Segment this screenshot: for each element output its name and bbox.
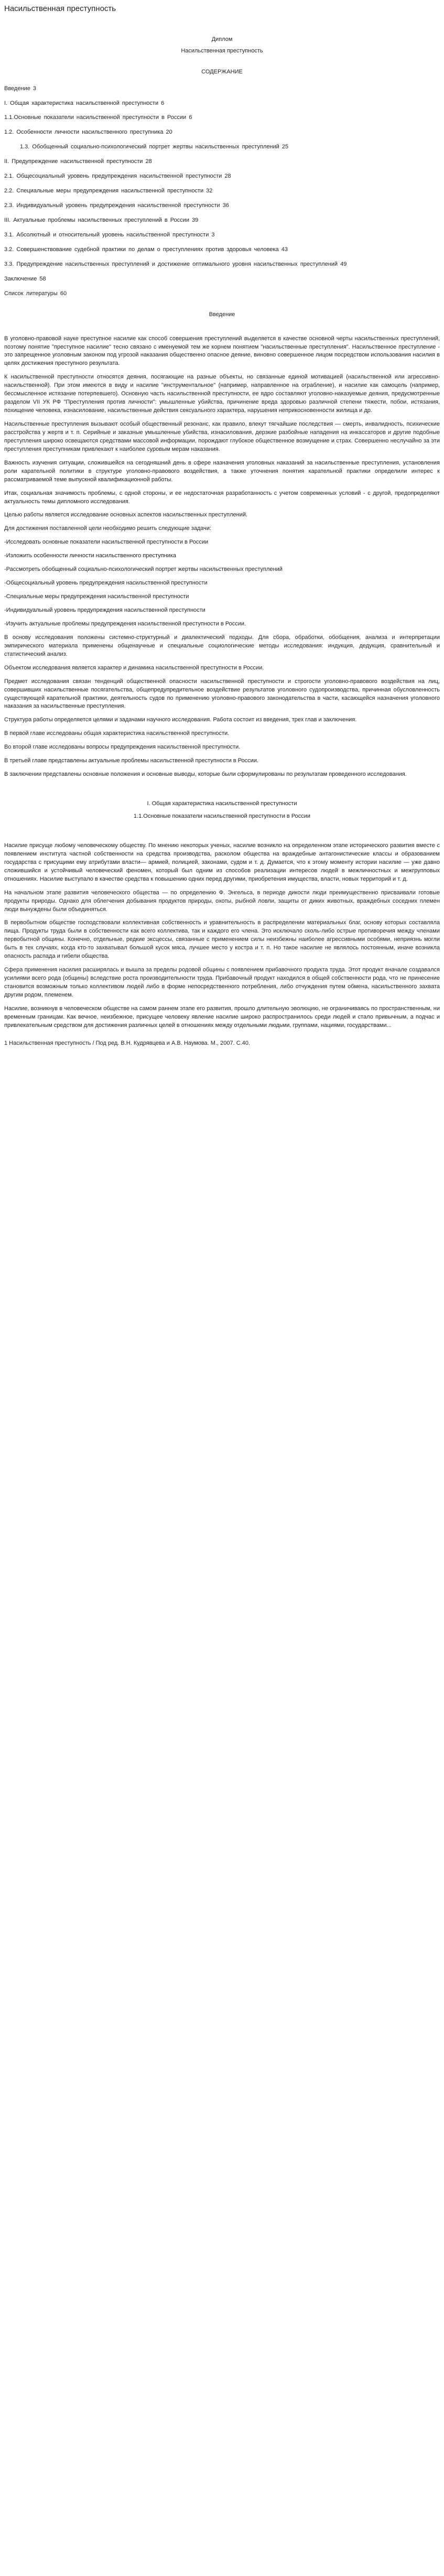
cover-topic: Насильственная преступность: [181, 47, 263, 54]
table-of-contents: [4, 85, 440, 298]
paragraph: Насильственные преступления вызывают особый общественный резонанс, как правило, влекут тягчайшие последствия — смерть, инвалидность, психические расстройства у жертв и т. п. Серийные и заказные умышленные убийства, изнасилования, дерзкие разбойные нападения на инкассаторов и другие подобные преступления широко освещаются средствами массовой информации, порождают глубокое общественное возмущение и страх. Совершенно неслучайно за эти преступления преступникам привлекают к наиболее суровым мерам наказания.: [4, 421, 440, 452]
paragraph: К насильственной преступности относятся деяния, посягающие на разные объекты, но связанные единой мотивацией (насильственной или агрессивно-насильственной). При этом имеются в виду и насилие "инструментальное" (например, направленное на ограбление), и насилие как самоцель (например, бессмысленное истязание потерпевшего). Основную часть насильственной преступности, ее ядро составляют уголовно-наказуемые деяния, предусмотренные разделом VII УК РФ "Преступления против личности": умышленные убийства, причинение вреда здоровью различной степени тяжести, побои, истязания, похищение человека, изнасилование, насильственные действия сексуального характера, нарушения неприкосновенности жилища и др.: [4, 374, 440, 414]
toc-entry: 2.1. Общесоциальный уровень предупреждения насильственной преступности 28: [4, 173, 231, 180]
toc-entry: 2.2. Специальные меры предупреждения насильственной преступности 32: [4, 188, 213, 194]
paragraph: Итак, социальная значимость проблемы, с одной стороны, и ее недостаточная разработанность с учетом современных условий - с другой, предопределяют актуальность темы дипломного исследования.: [4, 490, 440, 505]
toc-entry: Введение 3: [4, 85, 36, 92]
document-page: [0, 36, 444, 1048]
toc-entry: 3.2. Совершенствование судебной практики по делам о преступлениях против здоровья человека 43: [4, 246, 288, 253]
paragraph: Важность изучения ситуации, сложившейся на сегодняшний день в сфере назначения уголовных наказаний за насильственные преступления, установления роли карательной политики в структуре уголовно-правового воздействия, а также уточнения понятия карательной практики определили интерес к рассматриваемой теме выпускной квалификационной работы.: [4, 459, 440, 483]
task-item: -Изучить актуальные проблемы предупреждения насильственной преступности в России.: [4, 620, 246, 627]
paragraph: Для достижения поставленной цели необходимо решить следующие задачи:: [4, 525, 212, 532]
paragraph: В первой главе исследованы общая характеристика насильственной преступности.: [4, 730, 230, 737]
toc-entry: Заключение 58: [4, 275, 46, 282]
paragraph: На начальном этапе развития человеческого общества — по определению Ф. Энгельса, в периоде дикости люди преимущественно присваивали готовые продукты природы. Однако для облегчения добывания продуктов природы, охоты, рыбной ловли, защиты от диких животных, враждебных соседних племен люди вынуждены были объединяться.: [4, 889, 440, 913]
toc-entry: I. Общая характеристика насильственной преступности 6: [4, 100, 165, 106]
paragraph: Насилие присуще любому человеческому обществу. По мнению некоторых ученых, насилие возникло на определенном этапе исторического развития вместе с появлением института частной собственности на средства производства, расколом общества на враждебные антагонистические классы и образованием государства с присущими ему атрибутами власти— армией, полицией, законами, судом и т. д. Думается, что к этому моменту истории насилие — уже давно сложившийся и устойчивый человеческий феномен, который был одним из способов реализации интересов людей в межличностных и межгрупповых отношениях. Насилие выступало в качестве средства к повышению одних перед другими, приобретения имущества, власти, новых территорий и т. д.: [4, 842, 440, 882]
task-item: -Индивидуальный уровень предупреждения насильственной преступности: [4, 607, 205, 613]
paragraph: Целью работы является исследование основных аспектов насильственных преступлений.: [4, 512, 248, 518]
task-item: -Рассмотреть обобщенный социально-психологический портрет жертвы насильственных преступлений: [4, 566, 283, 573]
toc-heading: СОДЕРЖАНИЕ: [201, 68, 243, 75]
paragraph: Сфера применения насилия расширялась и вышла за пределы родовой общины с появлением прибавочного продукта труда. Этот продукт вначале создавался усилиями всего рода (общины) вследствие роста производительности труда. Прибавочный продукт находился в общей собственности рода, что не принесение становится возможным только коллективом людей либо в форме непосредственного потребления, либо отчуждения путем обмена, насильственного захвата другим родом, племенем.: [4, 967, 440, 998]
task-item: -Исследовать основные показатели насильственной преступности в России: [4, 539, 209, 546]
task-item: -Общесоциальный уровень предупреждения насильственной преступности: [4, 580, 208, 587]
toc-entry: 1.3. Обобщенный социально-психологический портрет жертвы насильственных преступлений 25: [20, 144, 289, 150]
toc-entry: 1.2. Особенности личности насильственного преступника 20: [4, 129, 172, 136]
paragraph: В первобытном обществе господствовали коллективная собственность и уравнительность в распределении материальных благ, основу которых составляла пища. Продукты труда были в собственности как всего коллектива, так и каждого его члена. Это исключало сколь-либо острые противоречия между членами первобытной общины. Конечно, отдельные, редкие эксцессы, связанные с применением силы неизбежны наиболее агрессивными особями, неприязнь могли быть в тех случаях, когда кто-то захватывал большой кусок мяса, лучшее место у костра и т. п. Но такое насилие не являлось постоянным, иначе возникла опасность распада и гибели общества.: [4, 919, 440, 960]
intro-heading: Введение: [209, 311, 235, 318]
toc-entry: 3.3. Предупреждение насильственных преступлений и достижение оптимального уровня насильственных преступлений 49: [4, 261, 347, 267]
toc-entry: 2.3. Индивидуальный уровень предупреждения насильственной преступности 36: [4, 202, 229, 209]
footnote: 1 Насильственная преступность / Под ред. В.Н. Кудрявцева и А.В. Наумова. М., 2007. С.40.: [4, 1040, 250, 1046]
paragraph: В уголовно-правовой науке преступное насилие как способ совершения преступлений выделяется в качестве основной черты насильственных преступлений, поэтому понятие "преступное насилие" тесно связано с именуемой тем же корнем понятием "насильственные преступления". Насильственное преступление - это запрещенное уголовным законом под угрозой наказания общественно опасное деяние, виновно совершенное лицом посредством использования насилия в целях достижения преступного результата.: [4, 335, 440, 367]
paragraph: Объектом исследования является характер и динамика насильственной преступности в России.: [4, 664, 264, 671]
task-item: -Специальные меры предупреждения насильственной преступности: [4, 593, 189, 600]
toc-entry: Список литературы 60: [4, 290, 67, 297]
task-item: -Изложить особенности личности насильственного преступника: [4, 553, 177, 559]
toc-entry: 3.1. Абсолютный и относительный уровень насильственной преступности 3: [4, 231, 215, 238]
toc-entry: 1.1.Основные показатели насильственной преступности в России 6: [4, 114, 192, 121]
paragraph: Структура работы определяется целями и задачами научного исследования. Работа состоит из введения, трех глав и заключения.: [4, 717, 357, 723]
paragraph: Во второй главе исследованы вопросы предупреждения насильственной преступности.: [4, 744, 241, 751]
paragraph: Насилие, возникнув в человеческом обществе на самом раннем этапе его развития, прошло длительную эволюцию, не ограничиваясь по пространственным, ни временным границам. Как вечное, неизбежное, присущее человеку явление насилие широко распространилось среди людей и стало привычным, а подчас и привлекательным средством для достижения различных целей в отношениях между отдельными людьми, группами, нациями, государствами...: [4, 1005, 440, 1029]
section-heading: 1.1.Основные показатели насильственной преступности в России: [133, 813, 311, 819]
chapter-body: [4, 842, 440, 1030]
toc-entry: II. Предупреждение насильственной преступности 28: [4, 158, 152, 165]
paragraph: В заключении представлены основные положения и основные выводы, которые были сформулированы по результатам проведенного исследования.: [4, 771, 407, 778]
cover: [4, 36, 440, 56]
document-title: Насильственная преступность: [4, 4, 116, 13]
intro-body: [4, 335, 440, 780]
paragraph: В основу исследования положены системно-структурный и диалектический подходы. Для сбора, обработки, обобщения, анализа и интерпретации эмпирического материала применены общенаучные и специальные социологические методы исследования: индукция, дедукция, сравнительный и статистический анализ.: [4, 634, 440, 657]
toc-entry: III. Актуальные проблемы насильственных преступлений в России 39: [4, 217, 199, 223]
chapter-heading: I. Общая характеристика насильственной преступности: [147, 800, 297, 807]
cover-type: Диплом: [211, 36, 233, 42]
paragraph: Предмет исследования связан тенденций общественной опасности насильственной преступности и строгости уголовно-правового воздействия на лиц, совершивших насильственные посягательства, общепредупредительное воздействие результатов уголовного судопроизводства, причинная обусловленность существующей карательной практики, деятельность судов по применению уголовно-правового законодательства в части, касающейся назначения уголовного наказания за насильственные преступления.: [4, 678, 440, 710]
paragraph: В третьей главе представлены актуальные проблемы насильственной преступности в России.: [4, 757, 259, 764]
